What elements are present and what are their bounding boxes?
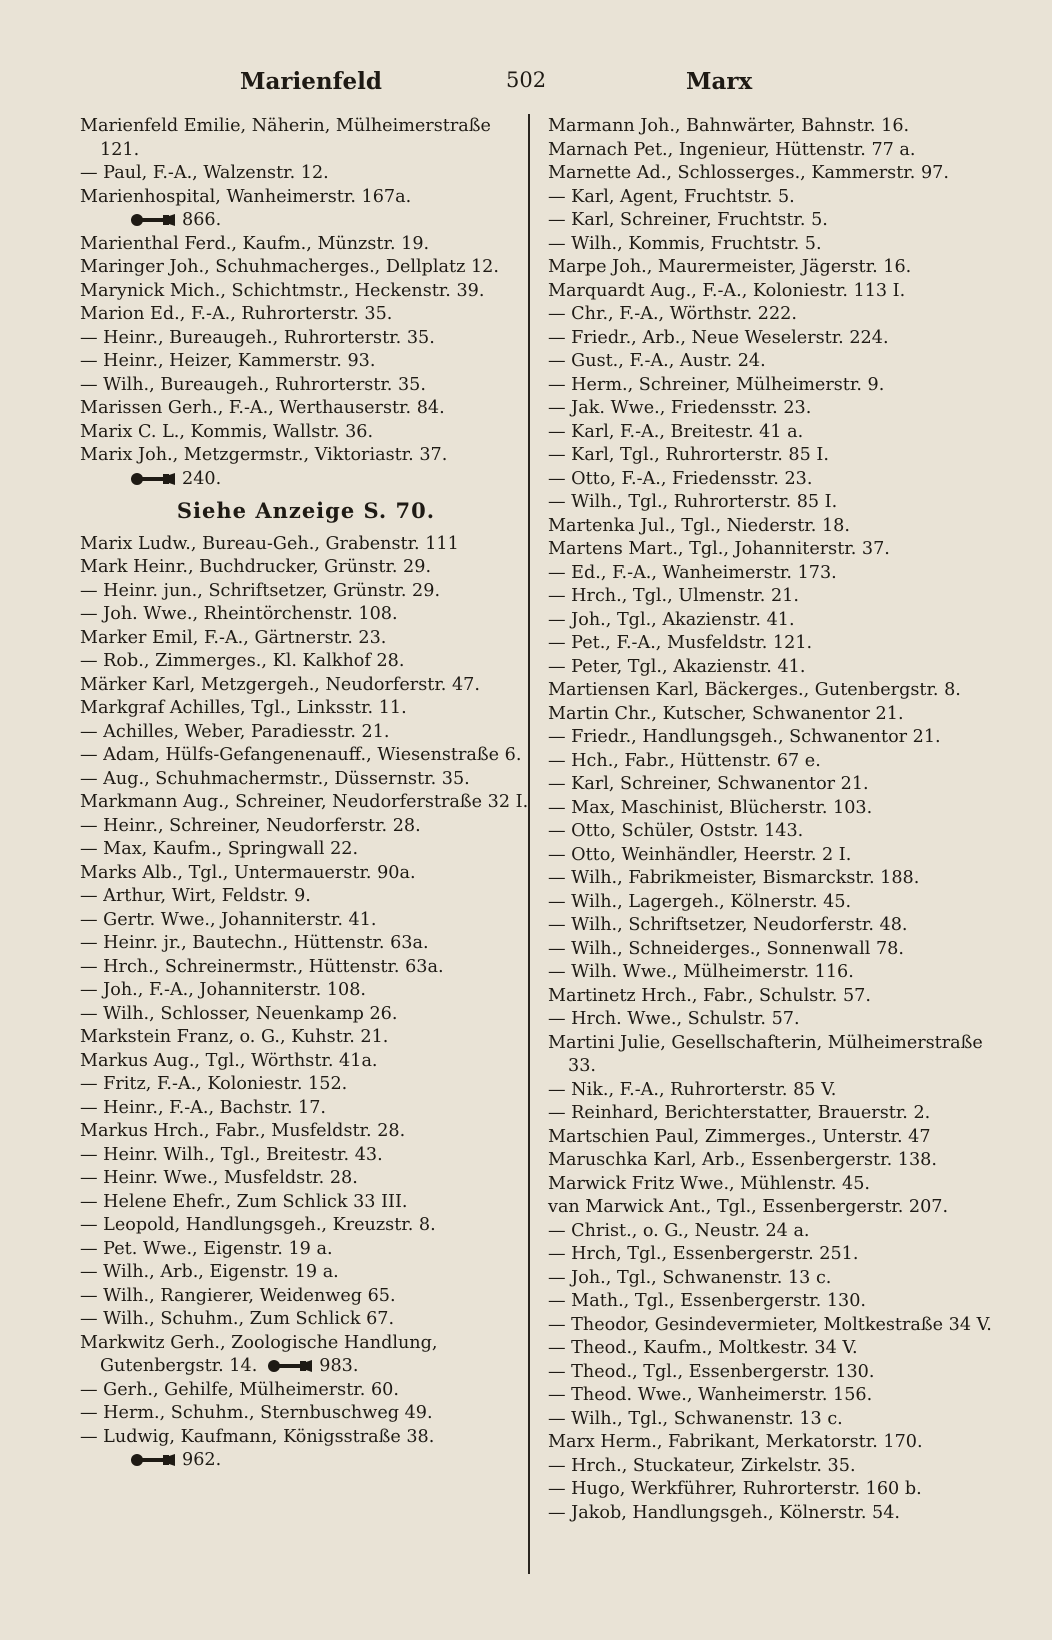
directory-entry xyxy=(548,233,1000,257)
entry-text: Marix Joh., Metzgermstr., Viktoriastr. 37. xyxy=(80,445,448,465)
directory-entry xyxy=(80,421,532,445)
entry-text: — Achilles, Weber, Paradiesstr. 21. xyxy=(80,721,390,742)
directory-entry xyxy=(80,956,532,980)
entry-text: — Theod., Kaufm., Moltkestr. 34 V. xyxy=(548,1338,858,1358)
directory-entry xyxy=(80,1097,532,1121)
entry-text: — Wilh., Schuhm., Zum Schlick 67. xyxy=(80,1309,395,1329)
entry-text: Marpe Joh., Maurermeister, Jägerstr. 16. xyxy=(548,257,912,277)
directory-entry xyxy=(80,444,532,468)
directory-entry xyxy=(548,632,1000,656)
directory-entry xyxy=(80,791,532,815)
entry-text: — Helene Ehefr., Zum Schlick 33 III. xyxy=(80,1191,408,1212)
directory-entry xyxy=(548,538,1000,562)
directory-entry xyxy=(548,773,1000,797)
entry-text: — Karl, F.-A., Breitestr. 41 a. xyxy=(548,421,804,442)
entry-text: Marienfeld Emilie, Näherin, Mülheimerstraße 121. xyxy=(80,116,491,160)
entry-text: Martens Mart., Tgl., Johanniterstr. 37. xyxy=(548,539,890,559)
entry-text: — Otto, F.-A., Friedensstr. 23. xyxy=(548,468,813,489)
directory-entry xyxy=(548,444,1000,468)
directory-entry xyxy=(80,627,532,651)
directory-entry xyxy=(548,703,1000,727)
directory-entry xyxy=(80,979,532,1003)
directory-entry xyxy=(548,1079,1000,1103)
directory-entry xyxy=(548,491,1000,515)
entry-text: Marx Herm., Fabrikant, Merkatorstr. 170. xyxy=(548,1432,923,1452)
entry-text: Markwitz Gerh., Zoologische Handlung, Gutenbergstr. 14. xyxy=(80,1332,438,1376)
entry-text: — Heinr., Bureaugeh., Ruhrorterstr. 35. xyxy=(80,327,435,348)
directory-entry xyxy=(548,374,1000,398)
entry-text: — Chr., F.-A., Wörthstr. 222. xyxy=(548,304,797,324)
entry-text: — Joh., Tgl., Akazienstr. 41. xyxy=(548,609,795,630)
entry-text: Marix C. L., Kommis, Wallstr. 36. xyxy=(80,421,374,442)
directory-entry xyxy=(80,327,532,351)
entry-text: Marnach Pet., Ingenieur, Hüttenstr. 77 a. xyxy=(548,139,916,160)
directory-entry xyxy=(80,556,532,580)
entry-text: Markus Hrch., Fabr., Musfeldstr. 28. xyxy=(80,1121,406,1141)
directory-entry xyxy=(80,885,532,909)
directory-entry xyxy=(80,533,532,557)
directory-entry xyxy=(548,1314,1000,1338)
telephone-number: 962. xyxy=(182,1450,222,1470)
entry-text: — Jakob, Handlungsgeh., Kölnerstr. 54. xyxy=(548,1502,901,1523)
directory-entry xyxy=(80,862,532,886)
directory-entry xyxy=(548,1032,1000,1079)
directory-entry xyxy=(548,1267,1000,1291)
entry-text: Marienhospital, Wanheimerstr. 167a. xyxy=(80,186,412,207)
entry-text: — Wilh., Arb., Eigenstr. 19 a. xyxy=(80,1262,339,1282)
directory-entry xyxy=(80,303,532,327)
entry-text: — Pet. Wwe., Eigenstr. 19 a. xyxy=(80,1238,333,1259)
directory-entry xyxy=(80,1050,532,1074)
entry-text: — Wilh., Bureaugeh., Ruhrorterstr. 35. xyxy=(80,374,426,395)
entry-text: Markstein Franz, o. G., Kuhstr. 21. xyxy=(80,1027,389,1047)
directory-entry xyxy=(80,1214,532,1238)
entry-text: van Marwick Ant., Tgl., Essenbergerstr. 207. xyxy=(548,1197,949,1217)
telephone-number: 866. xyxy=(182,210,222,230)
left-column xyxy=(80,115,532,1473)
directory-entry xyxy=(80,1308,532,1332)
entry-text: — Heinr. jr., Bautechn., Hüttenstr. 63a. xyxy=(80,933,429,953)
entry-text: Maringer Joh., Schuhmacherges., Dellplatz 12. xyxy=(80,257,499,277)
directory-entry xyxy=(80,162,532,186)
directory-entry xyxy=(548,397,1000,421)
directory-entry xyxy=(548,303,1000,327)
directory-entry xyxy=(80,1332,532,1379)
entry-text: — Max, Maschinist, Blücherstr. 103. xyxy=(548,797,873,818)
directory-entry xyxy=(548,1220,1000,1244)
directory-entry xyxy=(80,815,532,839)
directory-entry xyxy=(548,820,1000,844)
entry-text: — Hch., Fabr., Hüttenstr. 67 e. xyxy=(548,750,821,771)
directory-entry xyxy=(548,1126,1000,1150)
entry-text: — Wilh., Tgl., Schwanenstr. 13 c. xyxy=(548,1408,843,1429)
entry-text: Martini Julie, Gesellschafterin, Mülheimerstraße 33. xyxy=(548,1032,983,1076)
entry-text: Marnette Ad., Schlosserges., Kammerstr. 97. xyxy=(548,163,949,183)
directory-entry xyxy=(548,327,1000,351)
entry-text: — Max, Kaufm., Springwall 22. xyxy=(80,839,359,859)
entry-text: — Otto, Weinhändler, Heerstr. 2 I. xyxy=(548,844,852,865)
telephone-icon xyxy=(130,1453,176,1467)
entry-text: — Gust., F.-A., Austr. 24. xyxy=(548,351,766,371)
directory-entry xyxy=(80,1144,532,1168)
directory-entry xyxy=(548,1337,1000,1361)
telephone-number: 240. xyxy=(182,468,222,489)
directory-entry xyxy=(548,1290,1000,1314)
directory-entry xyxy=(80,1167,532,1191)
directory-entry xyxy=(548,1384,1000,1408)
entry-text: — Fritz, F.-A., Koloniestr. 152. xyxy=(80,1074,348,1094)
entry-text: — Friedr., Handlungsgeh., Schwanentor 21. xyxy=(548,727,941,747)
entry-text: — Wilh., Schlosser, Neuenkamp 26. xyxy=(80,1003,398,1024)
entry-text: — Theod. Wwe., Wanheimerstr. 156. xyxy=(548,1385,873,1405)
advertisement-notice: Siehe Anzeige S. 70. xyxy=(176,498,436,523)
entry-text: — Math., Tgl., Essenbergerstr. 130. xyxy=(548,1291,867,1311)
entry-text: — Karl, Tgl., Ruhrorterstr. 85 I. xyxy=(548,445,829,465)
directory-entry xyxy=(548,938,1000,962)
directory-entry xyxy=(80,1285,532,1309)
entry-text: Martschien Paul, Zimmerges., Unterstr. 47 xyxy=(548,1126,931,1147)
entry-text: Marynick Mich., Schichtmstr., Heckenstr. 39. xyxy=(80,280,485,301)
directory-entry xyxy=(80,674,532,698)
directory-entry xyxy=(80,603,532,627)
entry-text: Märker Karl, Metzgergeh., Neudorferstr. 47. xyxy=(80,674,480,695)
directory-entry xyxy=(80,115,532,162)
entry-text: — Theod., Tgl., Essenbergerstr. 130. xyxy=(548,1361,875,1382)
entry-text: — Pet., F.-A., Musfeldstr. 121. xyxy=(548,633,813,653)
directory-entry xyxy=(80,697,532,721)
entry-text: — Joh., F.-A., Johanniterstr. 108. xyxy=(80,980,367,1000)
directory-entry xyxy=(548,985,1000,1009)
entry-text: — Heinr. Wilh., Tgl., Breitestr. 43. xyxy=(80,1144,383,1165)
directory-entry xyxy=(80,909,532,933)
telephone-icon xyxy=(130,213,176,227)
directory-entry xyxy=(80,650,532,674)
directory-entry xyxy=(80,280,532,304)
entry-text: — Ludwig, Kaufmann, Königsstraße 38. xyxy=(80,1426,435,1447)
entry-text: — Rob., Zimmerges., Kl. Kalkhof 28. xyxy=(80,651,405,671)
directory-entry xyxy=(548,1478,1000,1502)
directory-entry xyxy=(80,350,532,374)
entry-text: Marissen Gerh., F.-A., Werthauserstr. 84. xyxy=(80,398,445,418)
entry-text: — Wilh. Wwe., Mülheimerstr. 116. xyxy=(548,962,854,982)
entry-text: — Heinr., F.-A., Bachstr. 17. xyxy=(80,1097,326,1118)
entry-text: — Hrch., Tgl., Ulmenstr. 21. xyxy=(548,586,799,606)
directory-entry xyxy=(548,280,1000,304)
directory-entry xyxy=(80,1191,532,1215)
entry-text: — Wilh., Schriftsetzer, Neudorferstr. 48. xyxy=(548,915,908,935)
entry-text: — Joh. Wwe., Rheintörchenstr. 108. xyxy=(80,604,398,624)
directory-entry xyxy=(548,1431,1000,1455)
directory-entry xyxy=(80,1426,532,1450)
entry-text: Markus Aug., Tgl., Wörthstr. 41a. xyxy=(80,1050,378,1071)
directory-entry xyxy=(548,750,1000,774)
telephone-icon xyxy=(130,472,176,486)
entry-text: — Hrch. Wwe., Schulstr. 57. xyxy=(548,1009,800,1029)
directory-entry xyxy=(80,1379,532,1403)
entry-text: Markgraf Achilles, Tgl., Linksstr. 11. xyxy=(80,698,407,718)
directory-entry xyxy=(80,186,532,210)
entry-text: Mark Heinr., Buchdrucker, Grünstr. 29. xyxy=(80,557,432,577)
entry-text: — Gerh., Gehilfe, Mülheimerstr. 60. xyxy=(80,1379,399,1400)
directory-entry xyxy=(548,1361,1000,1385)
directory-entry xyxy=(548,1173,1000,1197)
entry-text: — Nik., F.-A., Ruhrorterstr. 85 V. xyxy=(548,1079,837,1100)
entry-text: — Karl, Schreiner, Schwanentor 21. xyxy=(548,774,869,794)
directory-entry xyxy=(548,961,1000,985)
directory-entry xyxy=(548,162,1000,186)
directory-entry xyxy=(548,1149,1000,1173)
directory-entry xyxy=(80,374,532,398)
entry-text: Marion Ed., F.-A., Ruhrorterstr. 35. xyxy=(80,304,393,324)
entry-text: — Joh., Tgl., Schwanenstr. 13 c. xyxy=(548,1267,832,1288)
page-number: 502 xyxy=(506,68,547,92)
directory-entry xyxy=(80,1120,532,1144)
telephone-number: 983. xyxy=(319,1356,359,1376)
entry-text: — Heinr., Heizer, Kammerstr. 93. xyxy=(80,351,376,371)
telephone-line xyxy=(80,209,532,233)
entry-text: — Herm., Schreiner, Mülheimerstr. 9. xyxy=(548,374,885,395)
entry-text: — Arthur, Wirt, Feldstr. 9. xyxy=(80,886,311,906)
telephone-icon xyxy=(267,1359,313,1373)
directory-entry xyxy=(548,797,1000,821)
entry-text: Marienthal Ferd., Kaufm., Münzstr. 19. xyxy=(80,233,430,254)
directory-entry xyxy=(548,515,1000,539)
entry-text: — Aug., Schuhmachermstr., Düssernstr. 35. xyxy=(80,768,470,789)
entry-text: — Heinr., Schreiner, Neudorferstr. 28. xyxy=(80,815,421,836)
directory-entry xyxy=(548,1196,1000,1220)
entry-text: Marwick Fritz Wwe., Mühlenstr. 45. xyxy=(548,1173,871,1194)
directory-entry xyxy=(548,209,1000,233)
entry-text: Marks Alb., Tgl., Untermauerstr. 90a. xyxy=(80,862,416,883)
directory-entry xyxy=(80,1003,532,1027)
entry-text: — Wilh., Tgl., Ruhrorterstr. 85 I. xyxy=(548,492,838,512)
directory-entry xyxy=(548,186,1000,210)
running-head-right: Marx xyxy=(686,68,753,95)
entry-text: — Wilh., Fabrikmeister, Bismarckstr. 188. xyxy=(548,868,920,888)
entry-text: — Gertr. Wwe., Johanniterstr. 41. xyxy=(80,909,377,930)
directory-entry xyxy=(80,1073,532,1097)
directory-entry xyxy=(80,397,532,421)
entry-text: — Jak. Wwe., Friedensstr. 23. xyxy=(548,398,812,418)
entry-text: Marker Emil, F.-A., Gärtnerstr. 23. xyxy=(80,627,387,648)
directory-entry xyxy=(548,1455,1000,1479)
entry-text: — Karl, Agent, Fruchtstr. 5. xyxy=(548,186,795,207)
running-head-left: Marienfeld xyxy=(240,68,382,95)
entry-text: Martenka Jul., Tgl., Niederstr. 18. xyxy=(548,515,850,536)
directory-entry xyxy=(548,115,1000,139)
entry-text: — Reinhard, Berichterstatter, Brauerstr. 2. xyxy=(548,1103,931,1123)
directory-entry xyxy=(548,1008,1000,1032)
entry-text: Martin Chr., Kutscher, Schwanentor 21. xyxy=(548,703,904,724)
entry-text: — Ed., F.-A., Wanheimerstr. 173. xyxy=(548,562,837,583)
directory-entry xyxy=(80,1026,532,1050)
directory-entry xyxy=(548,1243,1000,1267)
entry-text: — Heinr. jun., Schriftsetzer, Grünstr. 29. xyxy=(80,580,441,601)
directory-entry xyxy=(548,656,1000,680)
entry-text: — Herm., Schuhm., Sternbuschweg 49. xyxy=(80,1403,433,1423)
directory-entry xyxy=(548,1102,1000,1126)
entry-text: — Paul, F.-A., Walzenstr. 12. xyxy=(80,163,329,183)
directory-entry xyxy=(80,233,532,257)
entry-text: — Theodor, Gesindevermieter, Moltkestraße 34 V. xyxy=(548,1314,992,1335)
entry-text: — Adam, Hülfs-Gefangenenauff., Wiesenstraße 6. xyxy=(80,745,522,765)
entry-text: — Hrch., Stuckateur, Zirkelstr. 35. xyxy=(548,1455,856,1476)
directory-entry xyxy=(548,350,1000,374)
entry-text: — Leopold, Handlungsgeh., Kreuzstr. 8. xyxy=(80,1215,436,1235)
directory-entry xyxy=(548,585,1000,609)
entry-text: — Wilh., Schneiderges., Sonnenwall 78. xyxy=(548,938,904,959)
directory-entry xyxy=(548,1502,1000,1526)
entry-text: — Hrch., Schreinermstr., Hüttenstr. 63a. xyxy=(80,956,444,977)
entry-text: — Hugo, Werkführer, Ruhrorterstr. 160 b. xyxy=(548,1479,922,1499)
entry-text: — Wilh., Lagergeh., Kölnerstr. 45. xyxy=(548,891,852,912)
entry-text: Marmann Joh., Bahnwärter, Bahnstr. 16. xyxy=(548,116,910,136)
directory-entry xyxy=(548,726,1000,750)
entry-text: — Peter, Tgl., Akazienstr. 41. xyxy=(548,656,806,677)
directory-entry xyxy=(548,421,1000,445)
directory-entry xyxy=(80,256,532,280)
entry-text: — Otto, Schüler, Oststr. 143. xyxy=(548,821,804,841)
directory-entry xyxy=(548,891,1000,915)
entry-text: — Wilh., Rangierer, Weidenweg 65. xyxy=(80,1285,396,1306)
directory-entry xyxy=(548,562,1000,586)
directory-entry xyxy=(80,580,532,604)
directory-entry xyxy=(80,838,532,862)
directory-entry xyxy=(80,768,532,792)
directory-entry xyxy=(80,1261,532,1285)
entry-text: — Friedr., Arb., Neue Weselerstr. 224. xyxy=(548,327,889,348)
entry-text: — Karl, Schreiner, Fruchtstr. 5. xyxy=(548,210,828,230)
entry-text: Martinetz Hrch., Fabr., Schulstr. 57. xyxy=(548,985,871,1006)
entry-text: — Hrch, Tgl., Essenbergerstr. 251. xyxy=(548,1244,859,1264)
directory-entry xyxy=(80,721,532,745)
entry-text: — Heinr. Wwe., Musfeldstr. 28. xyxy=(80,1168,358,1188)
entry-text: — Christ., o. G., Neustr. 24 a. xyxy=(548,1220,810,1241)
directory-entry xyxy=(548,1408,1000,1432)
entry-text: Martiensen Karl, Bäckerges., Gutenbergstr. 8. xyxy=(548,680,961,700)
directory-entry xyxy=(548,844,1000,868)
telephone-line xyxy=(80,1449,532,1473)
directory-entry xyxy=(80,1402,532,1426)
directory-entry xyxy=(548,256,1000,280)
directory-entry xyxy=(548,468,1000,492)
directory-entry xyxy=(548,867,1000,891)
directory-entry xyxy=(80,744,532,768)
entry-text: Maruschka Karl, Arb., Essenbergerstr. 138. xyxy=(548,1150,937,1170)
directory-entry xyxy=(80,932,532,956)
entry-text: — Wilh., Kommis, Fruchtstr. 5. xyxy=(548,233,822,254)
entry-text: Marix Ludw., Bureau-Geh., Grabenstr. 111 xyxy=(80,533,459,554)
directory-entry xyxy=(548,609,1000,633)
directory-entry xyxy=(80,1238,532,1262)
directory-entry xyxy=(548,139,1000,163)
directory-entry xyxy=(548,914,1000,938)
telephone-line xyxy=(80,468,532,492)
entry-text: Marquardt Aug., F.-A., Koloniestr. 113 I. xyxy=(548,280,906,301)
entry-text: Markmann Aug., Schreiner, Neudorferstraße 32 I. xyxy=(80,792,529,812)
right-column xyxy=(548,115,1000,1525)
directory-entry xyxy=(548,679,1000,703)
